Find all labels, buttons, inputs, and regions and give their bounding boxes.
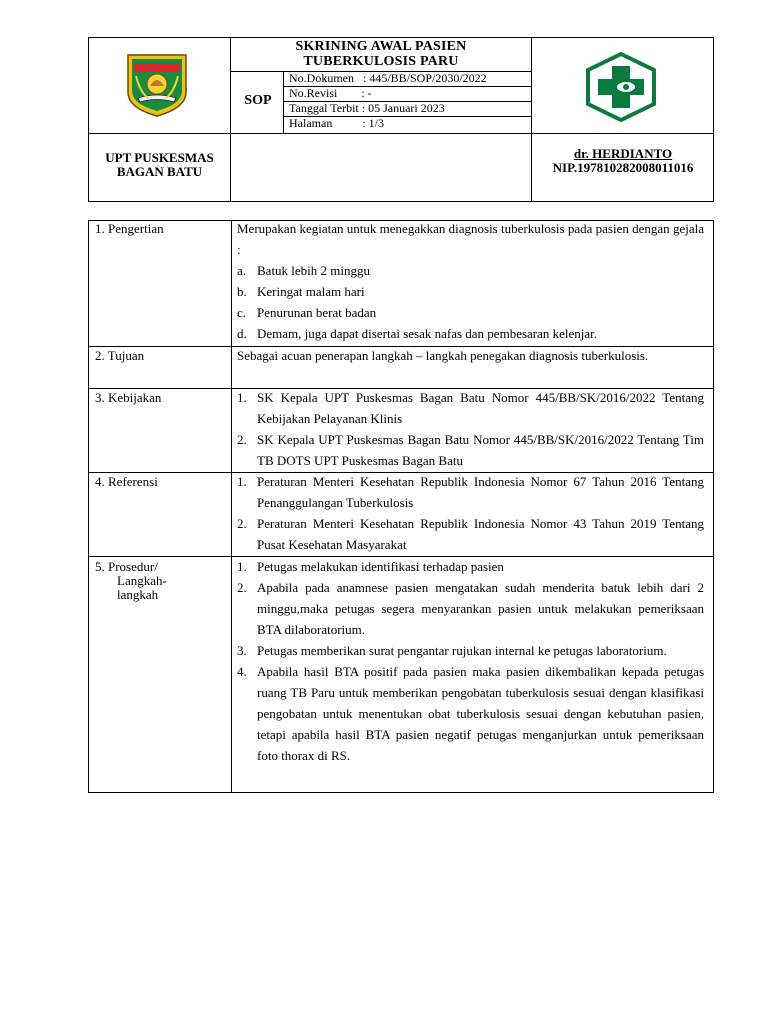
list-text: Apabila hasil BTA positif pada pasien maka pasien dikembalikan kepada petugas ruang TB Paru untuk memberikan pengobatan tuberkulosis sesuai dengan klasifikasi pengobatan untuk menentukan obat tuberkulosis sesuai dengan kebutuhan pasien, tetapi apabila hasil BTA pasien negatif petugas menganjurkan untuk pemeriksaan foto thorax di RS. <box>257 664 704 763</box>
list-text: SK Kepala UPT Puskesmas Bagan Batu Nomor 445/BB/SK/2016/2022 Tentang Tim TB DOTS UPT Puskesmas Bagan Batu <box>257 432 704 468</box>
list-item <box>237 323 704 344</box>
list-marker: d. <box>237 326 247 341</box>
doc-number: No.Dokumen : 445/BB/SOP/2030/2022 <box>289 71 487 85</box>
section-content-kebijakan <box>237 387 704 471</box>
revision-number: No.Revisi : - <box>289 86 372 100</box>
list-item <box>237 387 704 429</box>
list-marker: 4. <box>237 664 247 679</box>
list-marker: 1. <box>237 559 247 574</box>
list-text: Apabila pada anamnese pasien mengatakan sudah menderita batuk lebih dari 2 minggu,maka petugas segera menyarankan pasien untuk melakukan pemeriksaan BTA dilaboratorium. <box>257 580 704 637</box>
pengertian-intro: Merupakan kegiatan untuk menegakkan diagnosis tuberkulosis pada pasien dengan gejala : <box>237 221 704 257</box>
list-marker: 2. <box>237 432 247 447</box>
list-text: Penurunan berat badan <box>257 305 377 320</box>
list-item <box>237 260 704 281</box>
list-item <box>237 556 704 577</box>
organization-name <box>88 151 231 179</box>
list-text: Petugas melakukan identifikasi terhadap pasien <box>257 559 504 574</box>
prosedur-label-line2: Langkah- <box>117 573 167 588</box>
list-marker: c. <box>237 305 247 320</box>
list-text: Demam, juga dapat disertai sesak nafas dan pembesaran kelenjar. <box>257 326 598 341</box>
section-label-pengertian: 1. Pengertian <box>95 221 164 236</box>
sop-title <box>232 39 530 69</box>
list-item <box>237 471 704 513</box>
section-content-prosedur <box>237 556 704 766</box>
list-marker: 3. <box>237 643 247 658</box>
section-label-tujuan: 2. Tujuan <box>95 348 145 363</box>
list-item <box>237 302 704 323</box>
regional-crest-logo <box>124 52 190 118</box>
list-item <box>237 661 704 766</box>
list-item <box>237 281 704 302</box>
list-marker: 1. <box>237 474 247 489</box>
signatory-name: dr. HERDIANTO <box>573 146 673 161</box>
list-text: Batuk lebih 2 minggu <box>257 263 371 278</box>
section-content-referensi <box>237 471 704 555</box>
signatory <box>532 147 714 175</box>
sop-title-line1: SKRINING AWAL PASIEN <box>295 39 467 54</box>
page-number: Halaman : 1/3 <box>289 116 384 130</box>
section-content-tujuan: Sebagai acuan penerapan langkah – langkah penegakan diagnosis tuberkulosis. <box>237 348 649 363</box>
list-text: Petugas memberikan surat pengantar rujukan internal ke petugas laboratorium. <box>257 643 667 658</box>
sop-label: SOP <box>244 93 272 108</box>
section-label-referensi: 4. Referensi <box>95 474 158 489</box>
prosedur-label-line3: langkah <box>117 587 159 602</box>
list-text: Peraturan Menteri Kesehatan Republik Indonesia Nomor 67 Tahun 2016 Tentang Penanggulangan Tuberkulosis <box>257 474 704 510</box>
list-text: Peraturan Menteri Kesehatan Republik Indonesia Nomor 43 Tahun 2019 Tentang Pusat Kesehatan Masyarakat <box>257 516 704 552</box>
list-item <box>237 577 704 640</box>
list-marker: 2. <box>237 516 247 531</box>
organization-line1: UPT PUSKESMAS <box>105 150 214 165</box>
puskesmas-logo <box>584 52 658 122</box>
list-item <box>237 513 704 555</box>
section-label-kebijakan: 3. Kebijakan <box>95 390 162 405</box>
prosedur-label-line1: 5. Prosedur/ <box>95 559 158 574</box>
list-marker: b. <box>237 284 247 299</box>
list-marker: 1. <box>237 390 247 405</box>
organization-line2: BAGAN BATU <box>116 164 203 179</box>
sop-title-line2: TUBERKULOSIS PARU <box>303 54 459 69</box>
table-column-divider <box>231 220 232 793</box>
section-label-prosedur <box>95 560 167 602</box>
header-row-divider <box>88 133 714 134</box>
list-item <box>237 640 704 661</box>
list-text: Keringat malam hari <box>257 284 365 299</box>
issue-date: Tanggal Terbit : 05 Januari 2023 <box>289 101 445 115</box>
sop-meta-divider <box>283 71 284 133</box>
list-marker: 2. <box>237 580 247 595</box>
list-text: SK Kepala UPT Puskesmas Bagan Batu Nomor 445/BB/SK/2016/2022 Tentang Kebijakan Pelayanan Klinis <box>257 390 704 426</box>
list-item <box>237 429 704 471</box>
section-content-pengertian <box>237 218 704 344</box>
header-divider-right <box>531 37 532 202</box>
list-marker: a. <box>237 263 247 278</box>
signatory-nip: NIP.197810282008011016 <box>552 160 694 175</box>
